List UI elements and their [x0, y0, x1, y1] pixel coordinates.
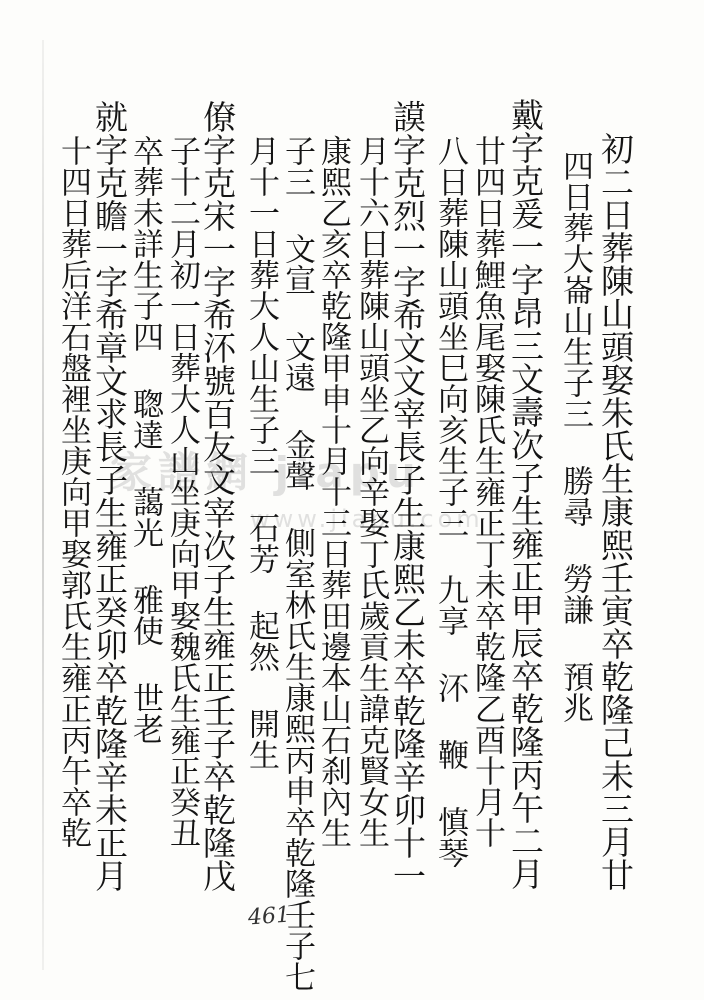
- page-fold-line: [42, 40, 44, 970]
- watermark-url: www.jiapu.com: [250, 505, 484, 533]
- page-number: 461: [247, 902, 291, 931]
- text-column-14: 就字克瞻一字希章文求長子生雍正癸卯卒乾隆辛未正月: [90, 100, 129, 892]
- text-column-4: 廿四日葬鯉魚尾娶陳氏生雍正丁未卒乾隆乙酉十月十: [469, 135, 505, 848]
- text-column-11: 僚字克宋一字希㳅號百友文宰次子生雍正壬子卒乾隆戊: [198, 100, 237, 892]
- text-column-10: 月十一日葬大人山生子三 石芳 起然 開生: [243, 135, 279, 770]
- text-column-2: 四日葬大崙山生子三 勝尋 勞謙 預兆: [557, 150, 593, 723]
- text-column-12: 子十二月初一日葬大人山坐庚向甲娶魏氏生雍正癸丑: [164, 135, 200, 848]
- text-column-6: 謨字克烈一字希文文宰長子生康熙乙未卒乾隆辛卯十一: [388, 100, 427, 892]
- text-column-1: 初二日葬陳山頭娶朱氏生康熙壬寅卒乾隆己未三月廿: [596, 132, 635, 891]
- text-column-8: 康熙乙亥卒乾隆甲申十月十三日葬田邊本山石刹內生: [315, 135, 351, 848]
- text-column-3: 戴字克爰一字昂三文壽次子生雍正甲辰卒乾隆丙午二月: [506, 98, 545, 890]
- watermark: 家譜網 jiapu: [110, 448, 422, 497]
- text-column-5: 八日葬陳山頭坐巳向亥生子三 九享 㳅 鞭 慎琴: [432, 135, 468, 868]
- text-column-13: 卒葬未詳生子四 聦達 藹光 雅使 世老: [127, 135, 163, 744]
- text-column-7: 月十六日葬陳山頭坐乙向辛娶丁氏歲貢生諱克賢女生: [353, 135, 389, 848]
- text-column-9: 子三 文宣 文遠 金聲 側室林氏生康熙丙申卒乾隆壬子七: [279, 135, 315, 992]
- text-column-15: 十四日葬后洋石盤裡坐庚向甲娶郭氏生雍正丙午卒乾: [55, 135, 91, 848]
